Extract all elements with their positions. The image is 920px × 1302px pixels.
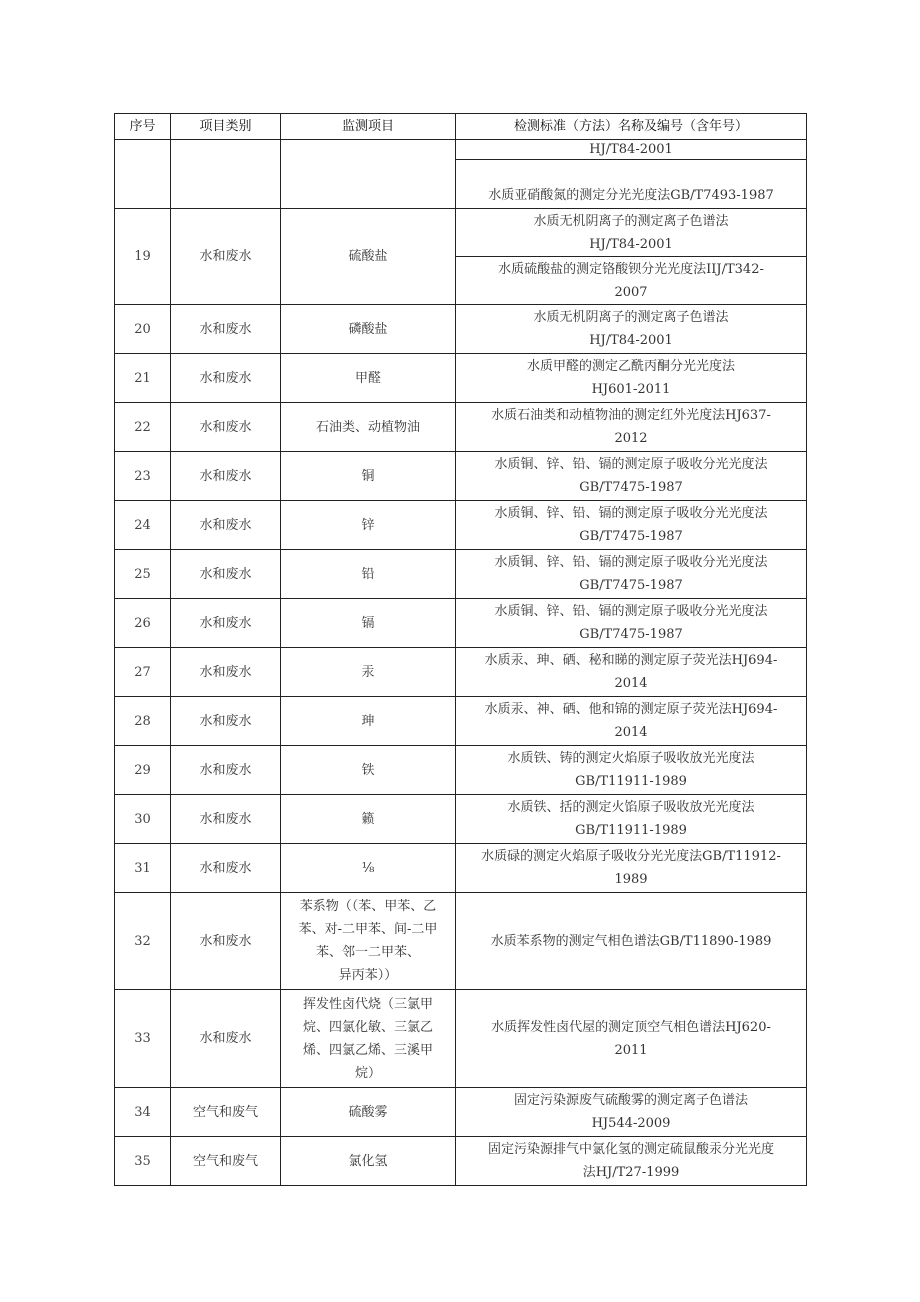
cell-no: 19 <box>115 209 171 305</box>
cell-category: 水和废水 <box>171 403 281 452</box>
cell-category: 水和废水 <box>171 305 281 354</box>
item-line: 苯系物（（苯、甲苯、乙 <box>299 899 437 914</box>
cell-category: 空气和废气 <box>171 1137 281 1186</box>
table-row <box>115 501 807 550</box>
table-row <box>115 1137 807 1186</box>
header-no: 序号 <box>115 114 171 140</box>
cell-no: 25 <box>115 550 171 599</box>
header-item: 监测项目 <box>281 114 456 140</box>
standard-line: HJ544-2009 <box>591 1116 671 1131</box>
standard-line: 水质汞、神、硒、他和锦的测定原子荧光法HJ694- <box>484 702 778 717</box>
cell-category: 水和废水 <box>171 648 281 697</box>
standard-line: 2014 <box>614 725 648 740</box>
item-line: 苯、邻一二甲苯、 <box>315 945 420 960</box>
header-category: 项目类别 <box>171 114 281 140</box>
standard-line: 水质铜、锌、铅、镉的测定原子吸收分光光度法 <box>494 604 768 619</box>
table-row <box>115 452 807 501</box>
table-row <box>115 550 807 599</box>
standard-line: 水质甲醛的测定乙酰丙酮分光光度法 <box>526 359 735 374</box>
cell-category <box>171 140 281 209</box>
table-row <box>115 403 807 452</box>
cell-standard <box>456 746 807 795</box>
cell-category: 水和废水 <box>171 354 281 403</box>
table-row <box>115 140 807 160</box>
cell-standard <box>456 1088 807 1137</box>
table-row <box>115 648 807 697</box>
cell-category: 水和废水 <box>171 746 281 795</box>
cell-no: 20 <box>115 305 171 354</box>
cell-no: 22 <box>115 403 171 452</box>
cell-item: 甲醛 <box>281 354 456 403</box>
cell-no: 24 <box>115 501 171 550</box>
standard-line: 水质硫酸盐的测定铬酸钡分光光度法IIJ/T342- <box>498 261 764 277</box>
standard-line: 2007 <box>614 284 648 300</box>
cell-item <box>281 893 456 990</box>
cell-item: 珅 <box>281 697 456 746</box>
standard-line: 固定污染源排气中氯化氢的测定硫鼠酸汞分光光度 <box>487 1142 774 1157</box>
cell-category: 水和废水 <box>171 990 281 1088</box>
cell-standard <box>456 697 807 746</box>
cell-category: 水和废水 <box>171 697 281 746</box>
table-row <box>115 1088 807 1137</box>
table-row <box>115 697 807 746</box>
table-row <box>115 354 807 403</box>
cell-item: 氯化氢 <box>281 1137 456 1186</box>
monitoring-standards-table <box>114 113 807 1186</box>
cell-item: 镉 <box>281 599 456 648</box>
cell-item: 硫酸雾 <box>281 1088 456 1137</box>
standard-line: 水质挥发性卤代屋的测定顶空气相色谱法HJ620- <box>491 1019 771 1035</box>
standard-line: GB/T7475-1987 <box>579 578 683 593</box>
cell-standard: 水质苯系物的测定气相色谱法GB/T11890-1989 <box>456 893 807 990</box>
standard-line: 2012 <box>614 431 648 446</box>
cell-category: 水和废水 <box>171 599 281 648</box>
standard-line: 水质铜、锌、铅、镉的测定原子吸收分光光度法 <box>494 555 768 570</box>
cell-standard <box>456 305 807 354</box>
cell-item: 硫酸盐 <box>281 209 456 305</box>
cell-item: 铅 <box>281 550 456 599</box>
table-row <box>115 599 807 648</box>
standard-line: 水质汞、珅、硒、秘和睇的测定原子荧光法HJ694- <box>484 653 778 668</box>
cell-no: 32 <box>115 893 171 990</box>
table-row <box>115 746 807 795</box>
cell-category: 水和废水 <box>171 501 281 550</box>
cell-no: 26 <box>115 599 171 648</box>
cell-no: 30 <box>115 795 171 844</box>
cell-category: 水和废水 <box>171 893 281 990</box>
cell-no: 31 <box>115 844 171 893</box>
cell-standard <box>456 209 807 257</box>
cell-no: 29 <box>115 746 171 795</box>
standard-line: 水质石油类和动植物油的测定红外光度法HJ637- <box>491 408 771 423</box>
table-header-row <box>115 114 807 140</box>
cell-category: 水和废水 <box>171 795 281 844</box>
standard-line: 2014 <box>614 676 648 691</box>
cell-no: 33 <box>115 990 171 1088</box>
table-row <box>115 893 807 990</box>
cell-category: 水和废水 <box>171 209 281 305</box>
cell-category: 空气和废气 <box>171 1088 281 1137</box>
standard-line: 2011 <box>614 1042 648 1058</box>
header-standard: 检测标准（方法）名称及编号（含年号） <box>456 114 807 140</box>
cell-standard <box>456 599 807 648</box>
cell-standard <box>456 550 807 599</box>
standard-line: 法HJ/T27-1999 <box>582 1165 680 1180</box>
cell-no: 27 <box>115 648 171 697</box>
cell-item: 铁 <box>281 746 456 795</box>
standard-line: GB/T7475-1987 <box>579 627 683 642</box>
table-row <box>115 990 807 1088</box>
cell-item: 锌 <box>281 501 456 550</box>
cell-standard <box>456 648 807 697</box>
standard-line: HJ/T84-2001 <box>589 236 673 252</box>
item-line: 挥发性卤代烧（三氯甲 <box>302 996 433 1012</box>
standard-line: 水质碌的测定火焰原子吸收分光光度法GB/T11912- <box>481 849 781 864</box>
standard-line: HJ/T84-2001 <box>589 333 673 348</box>
cell-category: 水和废水 <box>171 452 281 501</box>
standard-line: 固定污染源废气硫酸雾的测定离子色谱法 <box>513 1093 748 1108</box>
cell-item <box>281 140 456 209</box>
cell-category: 水和废水 <box>171 844 281 893</box>
standard-line: 水质铁、铸的测定火焰原子吸收放光光度法 <box>507 751 755 766</box>
item-line: 烯、四氯乙烯、三溪甲 <box>302 1042 433 1058</box>
item-line: 烷、四氯化敏、三氯乙 <box>302 1019 433 1035</box>
cell-standard <box>456 795 807 844</box>
item-line: 异丙苯）） <box>338 968 398 983</box>
table-row <box>115 844 807 893</box>
cell-item: ⅛ <box>281 844 456 893</box>
cell-item: 籁 <box>281 795 456 844</box>
table-row <box>115 305 807 354</box>
cell-standard <box>456 452 807 501</box>
standard-line: GB/T7475-1987 <box>579 529 683 544</box>
standard-line: GB/T11911-1989 <box>575 823 687 838</box>
table-row <box>115 209 807 257</box>
standard-line: GB/T11911-1989 <box>575 774 687 789</box>
item-line: 苯、对-二甲苯、间-二甲 <box>298 922 438 937</box>
cell-standard <box>456 1137 807 1186</box>
cell-item: 汞 <box>281 648 456 697</box>
standard-line: 水质铁、括的测定火馅原子吸收放光光度法 <box>507 800 755 815</box>
cell-standard <box>456 990 807 1088</box>
cell-category: 水和废水 <box>171 550 281 599</box>
cell-no <box>115 140 171 209</box>
cell-no: 21 <box>115 354 171 403</box>
cell-standard <box>456 257 807 305</box>
cell-item: 石油类、动植物油 <box>281 403 456 452</box>
cell-standard <box>456 354 807 403</box>
cell-standard <box>456 844 807 893</box>
cell-standard <box>456 501 807 550</box>
cell-item <box>281 990 456 1088</box>
cell-standard: HJ/T84-2001 <box>456 140 807 160</box>
cell-no: 34 <box>115 1088 171 1137</box>
standard-line: 1989 <box>614 872 648 887</box>
item-line: 烷） <box>354 1065 381 1081</box>
standard-line: 水质铜、锌、铅、镉的测定原子吸收分光光度法 <box>494 457 768 472</box>
cell-item: 铜 <box>281 452 456 501</box>
cell-standard <box>456 403 807 452</box>
table-row <box>115 795 807 844</box>
cell-standard: 水质亚硝酸氮的测定分光光度法GB/T7493-1987 <box>456 160 807 209</box>
standard-line: 水质无机阴离子的测定离子色谱法 <box>533 213 729 229</box>
cell-no: 28 <box>115 697 171 746</box>
cell-item: 磷酸盐 <box>281 305 456 354</box>
cell-no: 35 <box>115 1137 171 1186</box>
cell-no: 23 <box>115 452 171 501</box>
standard-line: 水质无机阴离子的测定离子色谱法 <box>533 310 729 325</box>
standard-line: GB/T7475-1987 <box>579 480 683 495</box>
standard-line: 水质铜、锌、铅、镉的测定原子吸收分光光度法 <box>494 506 768 521</box>
standard-line: HJ601-2011 <box>591 382 671 397</box>
